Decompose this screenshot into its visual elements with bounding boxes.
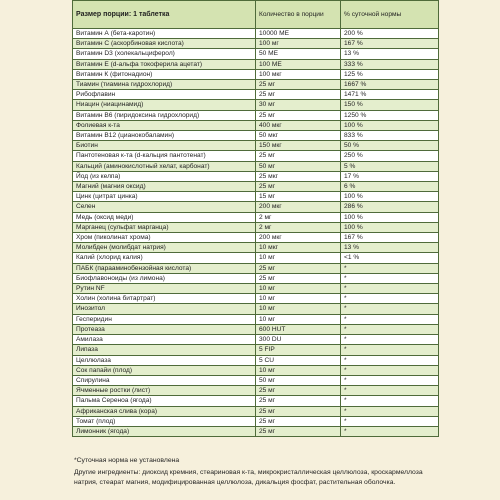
table-row <box>73 202 439 212</box>
supplement-facts-table <box>72 0 439 437</box>
daily-value-cell: * <box>341 335 439 345</box>
amount-cell: 10000 МЕ <box>256 29 341 39</box>
nutrient-name-cell: Амилаза <box>73 335 256 345</box>
table-row <box>73 151 439 161</box>
amount-cell: 10 мг <box>256 253 341 263</box>
table-row <box>73 253 439 263</box>
table-body <box>73 29 439 437</box>
nutrient-name-cell: Витамин D3 (холекальциферол) <box>73 49 256 59</box>
daily-value-cell: * <box>341 314 439 324</box>
table-row <box>73 90 439 100</box>
amount-cell: 25 мг <box>256 396 341 406</box>
nutrient-name-cell: Пантотеновая к-та (d-кальция пантотенат) <box>73 151 256 161</box>
table-row <box>73 294 439 304</box>
daily-value-cell: * <box>341 304 439 314</box>
amount-cell: 50 МЕ <box>256 49 341 59</box>
daily-value-cell: 333 % <box>341 59 439 69</box>
nutrient-name-cell: Витамин К (фитонадион) <box>73 69 256 79</box>
table-row <box>73 141 439 151</box>
amount-cell: 25 мг <box>256 273 341 283</box>
nutrient-name-cell: Кальций (аминокислотный хелат, карбонат) <box>73 161 256 171</box>
amount-cell: 25 мг <box>256 416 341 426</box>
table-row <box>73 335 439 345</box>
table-row <box>73 406 439 416</box>
other-ingredients: Другие ингредиенты: диоксид кремния, стеариновая к-та, микрокристаллическая целлюлоза, кроскармеллоза натрия, стеарат магния, модифицированная целлюлоза, дикальция фосфат, растительная оболочка. <box>74 469 423 486</box>
table-row <box>73 426 439 436</box>
nutrient-name-cell: Медь (оксид меди) <box>73 212 256 222</box>
daily-value-cell: * <box>341 284 439 294</box>
table-row <box>73 284 439 294</box>
amount-cell: 2 мг <box>256 212 341 222</box>
table-row <box>73 29 439 39</box>
nutrient-name-cell: Сок папайи (плод) <box>73 365 256 375</box>
daily-value-cell: 167 % <box>341 39 439 49</box>
nutrient-name-cell: Витамин Е (d-альфа токоферила ацетат) <box>73 59 256 69</box>
table-row <box>73 243 439 253</box>
daily-value-cell: * <box>341 324 439 334</box>
header-serving-size: Размер порции: 1 таблетка <box>73 1 256 29</box>
amount-cell: 25 мг <box>256 110 341 120</box>
amount-cell: 10 мг <box>256 314 341 324</box>
amount-cell: 50 мг <box>256 375 341 385</box>
table-row <box>73 49 439 59</box>
table-row <box>73 263 439 273</box>
daily-value-cell: 833 % <box>341 131 439 141</box>
nutrient-name-cell: Инозитол <box>73 304 256 314</box>
nutrient-name-cell: Рибофлавин <box>73 90 256 100</box>
table-header-row <box>73 1 439 29</box>
notes-section <box>74 456 440 488</box>
daily-value-cell: * <box>341 426 439 436</box>
nutrient-name-cell: Африканская слива (кора) <box>73 406 256 416</box>
header-amount-per-serving: Количество в порции <box>256 1 341 29</box>
daily-value-cell: 1667 % <box>341 80 439 90</box>
amount-cell: 50 мг <box>256 161 341 171</box>
nutrient-name-cell: Биотин <box>73 141 256 151</box>
nutrient-name-cell: Биофлавоноиды (из лимона) <box>73 273 256 283</box>
daily-value-cell: 13 % <box>341 243 439 253</box>
table-row <box>73 375 439 385</box>
daily-value-cell: 1471 % <box>341 90 439 100</box>
daily-value-cell: * <box>341 396 439 406</box>
daily-value-cell: 17 % <box>341 171 439 181</box>
nutrient-name-cell: Томат (плод) <box>73 416 256 426</box>
nutrient-name-cell: Витамин С (аскорбиновая кислота) <box>73 39 256 49</box>
daily-value-cell: <1 % <box>341 253 439 263</box>
table-row <box>73 192 439 202</box>
daily-value-cell: 6 % <box>341 182 439 192</box>
table-row <box>73 222 439 232</box>
daily-value-cell: * <box>341 345 439 355</box>
daily-value-cell: 1250 % <box>341 110 439 120</box>
nutrient-name-cell: Цинк (цитрат цинка) <box>73 192 256 202</box>
daily-value-cell: * <box>341 406 439 416</box>
amount-cell: 25 мг <box>256 386 341 396</box>
daily-value-cell: 100 % <box>341 120 439 130</box>
table-row <box>73 161 439 171</box>
amount-cell: 5 FIP <box>256 345 341 355</box>
nutrient-name-cell: Ниацин (ниацинамид) <box>73 100 256 110</box>
amount-cell: 10 мг <box>256 304 341 314</box>
amount-cell: 150 мкг <box>256 141 341 151</box>
daily-value-cell: * <box>341 273 439 283</box>
nutrient-name-cell: Фолиевая к-та <box>73 120 256 130</box>
amount-cell: 100 МЕ <box>256 59 341 69</box>
table-row <box>73 416 439 426</box>
nutrient-name-cell: Марганец (сульфат марганца) <box>73 222 256 232</box>
amount-cell: 200 мкг <box>256 233 341 243</box>
amount-cell: 2 мг <box>256 222 341 232</box>
amount-cell: 100 мг <box>256 39 341 49</box>
amount-cell: 25 мг <box>256 90 341 100</box>
amount-cell: 200 мкг <box>256 202 341 212</box>
table-row <box>73 386 439 396</box>
amount-cell: 5 CU <box>256 355 341 365</box>
daily-value-cell: 167 % <box>341 233 439 243</box>
daily-value-cell: * <box>341 375 439 385</box>
table-row <box>73 100 439 110</box>
daily-value-cell: * <box>341 365 439 375</box>
header-daily-value: % суточной нормы <box>341 1 439 29</box>
amount-cell: 100 мкг <box>256 69 341 79</box>
daily-value-cell: * <box>341 294 439 304</box>
table-row <box>73 345 439 355</box>
nutrient-name-cell: Тиамин (тиамина гидрохлорид) <box>73 80 256 90</box>
nutrient-name-cell: Ячменные ростки (лист) <box>73 386 256 396</box>
daily-value-cell: 100 % <box>341 212 439 222</box>
daily-value-cell: 125 % <box>341 69 439 79</box>
amount-cell: 10 мг <box>256 365 341 375</box>
table-row <box>73 304 439 314</box>
daily-value-cell: * <box>341 355 439 365</box>
daily-value-cell: 100 % <box>341 192 439 202</box>
table-row <box>73 355 439 365</box>
daily-value-cell: 286 % <box>341 202 439 212</box>
nutrient-name-cell: Витамин А (бета-каротин) <box>73 29 256 39</box>
table-row <box>73 314 439 324</box>
daily-value-cell: * <box>341 386 439 396</box>
nutrient-name-cell: Липаза <box>73 345 256 355</box>
amount-cell: 30 мг <box>256 100 341 110</box>
table-row <box>73 212 439 222</box>
table-row <box>73 396 439 406</box>
daily-value-cell: 5 % <box>341 161 439 171</box>
daily-value-cell: 200 % <box>341 29 439 39</box>
table-row <box>73 324 439 334</box>
daily-value-cell: 50 % <box>341 141 439 151</box>
nutrient-name-cell: Протеаза <box>73 324 256 334</box>
daily-value-cell: * <box>341 416 439 426</box>
table-row <box>73 59 439 69</box>
table-row <box>73 182 439 192</box>
daily-value-cell: 100 % <box>341 222 439 232</box>
table-row <box>73 365 439 375</box>
amount-cell: 25 мкг <box>256 171 341 181</box>
table-row <box>73 80 439 90</box>
nutrient-name-cell: Калий (хлорид калия) <box>73 253 256 263</box>
nutrient-name-cell: Йод (из келпа) <box>73 171 256 181</box>
table-row <box>73 233 439 243</box>
nutrient-name-cell: Магний (магния оксид) <box>73 182 256 192</box>
amount-cell: 25 мг <box>256 263 341 273</box>
amount-cell: 10 мг <box>256 294 341 304</box>
nutrient-name-cell: Молибден (молибдат натрия) <box>73 243 256 253</box>
amount-cell: 25 мг <box>256 406 341 416</box>
table-row <box>73 120 439 130</box>
nutrient-name-cell: Гесперидин <box>73 314 256 324</box>
amount-cell: 10 мг <box>256 284 341 294</box>
table-row <box>73 171 439 181</box>
daily-value-cell: 150 % <box>341 100 439 110</box>
daily-value-footnote: *Суточная норма не установлена <box>74 457 180 464</box>
amount-cell: 15 мг <box>256 192 341 202</box>
table-row <box>73 131 439 141</box>
amount-cell: 25 мг <box>256 80 341 90</box>
table-row <box>73 110 439 120</box>
nutrient-name-cell: Холин (холина битартрат) <box>73 294 256 304</box>
table-row <box>73 39 439 49</box>
nutrient-name-cell: Хром (пиколинат хрома) <box>73 233 256 243</box>
amount-cell: 25 мг <box>256 151 341 161</box>
daily-value-cell: * <box>341 263 439 273</box>
amount-cell: 400 мкг <box>256 120 341 130</box>
amount-cell: 25 мг <box>256 426 341 436</box>
nutrient-name-cell: Селен <box>73 202 256 212</box>
table-row <box>73 69 439 79</box>
nutrient-name-cell: Витамин В12 (цианокобаламин) <box>73 131 256 141</box>
amount-cell: 600 HUT <box>256 324 341 334</box>
nutrient-name-cell: Рутин NF <box>73 284 256 294</box>
nutrient-name-cell: Целлюлаза <box>73 355 256 365</box>
nutrient-name-cell: Витамин В6 (пиридоксина гидрохлорид) <box>73 110 256 120</box>
nutrient-name-cell: Спирулина <box>73 375 256 385</box>
daily-value-cell: 250 % <box>341 151 439 161</box>
amount-cell: 50 мкг <box>256 131 341 141</box>
amount-cell: 25 мг <box>256 182 341 192</box>
nutrient-name-cell: Лимонник (ягода) <box>73 426 256 436</box>
nutrient-name-cell: Пальма Серенoа (ягода) <box>73 396 256 406</box>
amount-cell: 10 мкг <box>256 243 341 253</box>
nutrient-name-cell: ПАБК (парааминобензойная кислота) <box>73 263 256 273</box>
table-row <box>73 273 439 283</box>
daily-value-cell: 13 % <box>341 49 439 59</box>
amount-cell: 300 DU <box>256 335 341 345</box>
